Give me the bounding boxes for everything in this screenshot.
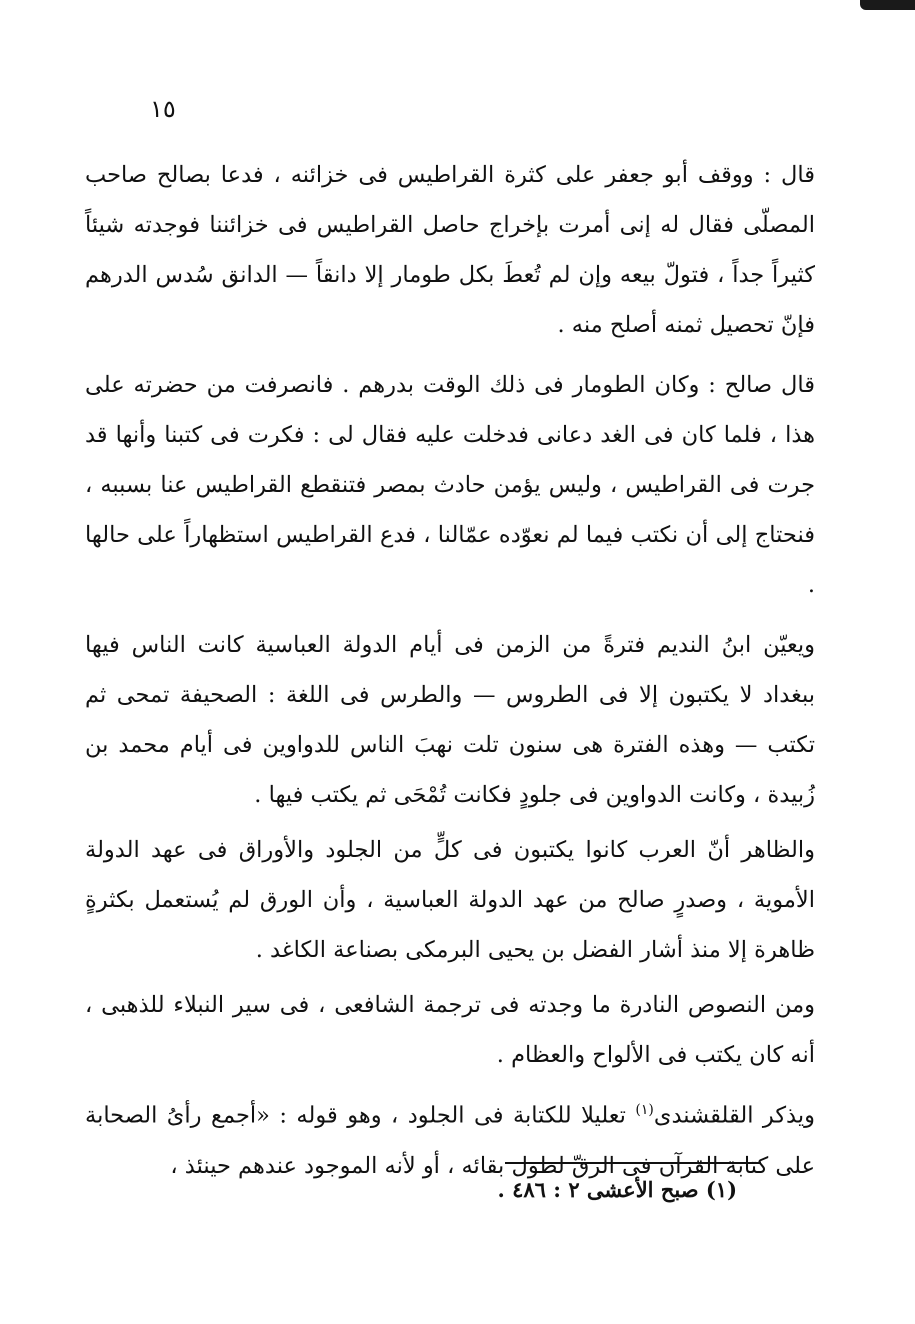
page-number: ١٥ — [150, 95, 176, 123]
footnote-reference[interactable]: (١) — [635, 1102, 654, 1118]
paragraph-6-text-start: ويذكر القلقشندى — [653, 1102, 815, 1129]
page-edge-mark — [860, 0, 915, 10]
footnote: (١) صبح الأعشى ٢ : ٤٨٦ . — [497, 1177, 737, 1202]
paragraph-5: ومن النصوص النادرة ما وجدته فى ترجمة الشافعى ، فى سير النبلاء للذهبى ، أنه كان يكتب فى الألواح والعظام . — [85, 992, 815, 1068]
paragraph-4: والظاهر أنّ العرب كانوا يكتبون فى كلٍّ من الجلود والأوراق فى عهد الدولة الأموية ، وصدرٍ صالح من عهد الدولة العباسية ، وأن الورق لم يُستعمل بكثرةٍ ظاهرة إلا منذ أشار الفضل بن يحيى البرمكى بصناعة الكاغد . — [85, 837, 815, 963]
paragraph-6-text-end: تعليلا للكتابة فى الجلود ، وهو قوله : «أجمع رأىُ الصحابة على كتابة القرآن فى الرقّ لطول بقائه ، أو لأنه الموجود عندهم حينئذ ، — [85, 1102, 815, 1179]
footnote-divider — [505, 1162, 761, 1164]
paragraph-1: قال : ووقف أبو جعفر على كثرة القراطيس فى خزائنه ، فدعا بصالح صاحب المصلّى فقال له إنى أمرت بإخراج حاصل القراطيس فى خزائننا فوجدته شيئاً كثيراً جداً ، فتولّ بيعه وإن لم تُعطَ بكل طومار إلا دانقاً — الدانق سُدس الدرهم فإنّ تحصيل ثمنه أصلح منه . — [85, 162, 815, 338]
page-body — [85, 150, 815, 1191]
paragraph-3: ويعيّن ابنُ النديم فترةً من الزمن فى أيام الدولة العباسية كانت الناس فيها ببغداد لا يكتبون إلا فى الطروس — والطرس فى اللغة : الصحيفة تمحى ثم تكتب — وهذه الفترة هى سنون تلت نهبَ الناس للدواوين فى أيام محمد بن زُبيدة ، وكانت الدواوين فى جلودٍ فكانت تُمْحَى ثم يكتب فيها . — [85, 632, 815, 808]
paragraph-2: قال صالح : وكان الطومار فى ذلك الوقت بدرهم . فانصرفت من حضرته على هذا ، فلما كان فى الغد دعانى فدخلت عليه فقال لى : فكرت فى كتبنا وأنها قد جرت فى القراطيس ، وليس يؤمن حادث بمصر فتنقطع القراطيس عنا بسببه ، فنحتاج إلى أن نكتب فيما لم نعوّده عمّالنا ، فدع القراطيس استظهاراً على حالها . — [85, 372, 815, 598]
